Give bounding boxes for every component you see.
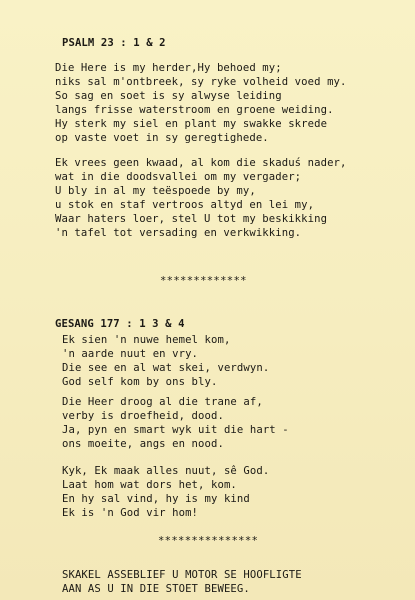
gesang-line: 'n aarde nuut en vry. bbox=[62, 348, 199, 360]
psalm-heading: PSALM 23 : 1 & 2 bbox=[62, 37, 166, 49]
gesang-line: En hy sal vind, hy is my kind bbox=[62, 493, 250, 505]
gesang-line: God self kom by ons bly. bbox=[62, 376, 218, 388]
notice-line: SKAKEL ASSEBLIEF U MOTOR SE HOOFLIGTE bbox=[62, 569, 302, 581]
gesang-line: Die see en al wat skei, verdwyn. bbox=[62, 362, 270, 374]
psalm-line: u stok en staf vertroos altyd en lei my, bbox=[55, 199, 315, 211]
psalm-line: niks sal m'ontbreek, sy ryke volheid voed my. bbox=[55, 76, 347, 88]
psalm-line: Hy sterk my siel en plant my swakke skrede bbox=[55, 118, 328, 130]
gesang-heading: GESANG 177 : 1 3 & 4 bbox=[55, 318, 185, 330]
psalm-line: Waar haters loer, stel U tot my beskikking bbox=[55, 213, 328, 225]
separator-stars: ************* bbox=[160, 275, 247, 287]
gesang-line: Die Heer droog al die trane af, bbox=[62, 396, 263, 408]
gesang-line: Laat hom wat dors het, kom. bbox=[62, 479, 237, 491]
psalm-line: Die Here is my herder,Hy behoed my; bbox=[55, 62, 282, 74]
gesang-line: ons moeite, angs en nood. bbox=[62, 438, 224, 450]
psalm-line: 'n tafel tot versading en verkwikking. bbox=[55, 227, 302, 239]
psalm-line: op vaste voet in sy geregtighede. bbox=[55, 132, 269, 144]
gesang-line: Kyk, Ek maak alles nuut, sê God. bbox=[62, 465, 270, 477]
psalm-line: wat in die doodsvallei om my vergader; bbox=[55, 171, 302, 183]
psalm-line: langs frisse waterstroom en groene weiding. bbox=[55, 104, 334, 116]
psalm-line: U bly in al my teëspoede by my, bbox=[55, 185, 256, 197]
psalm-line: Ek vrees geen kwaad, al kom die skaduś nader, bbox=[55, 157, 347, 169]
gesang-line: verby is droefheid, dood. bbox=[62, 410, 224, 422]
notice-line: AAN AS U IN DIE STOET BEWEEG. bbox=[62, 583, 250, 595]
psalm-line: So sag en soet is sy alwyse leiding bbox=[55, 90, 282, 102]
gesang-line: Ek sien 'n nuwe hemel kom, bbox=[62, 334, 231, 346]
gesang-line: Ek is 'n God vir hom! bbox=[62, 507, 199, 519]
separator-stars: *************** bbox=[158, 535, 259, 547]
gesang-line: Ja, pyn en smart wyk uit die hart - bbox=[62, 424, 289, 436]
